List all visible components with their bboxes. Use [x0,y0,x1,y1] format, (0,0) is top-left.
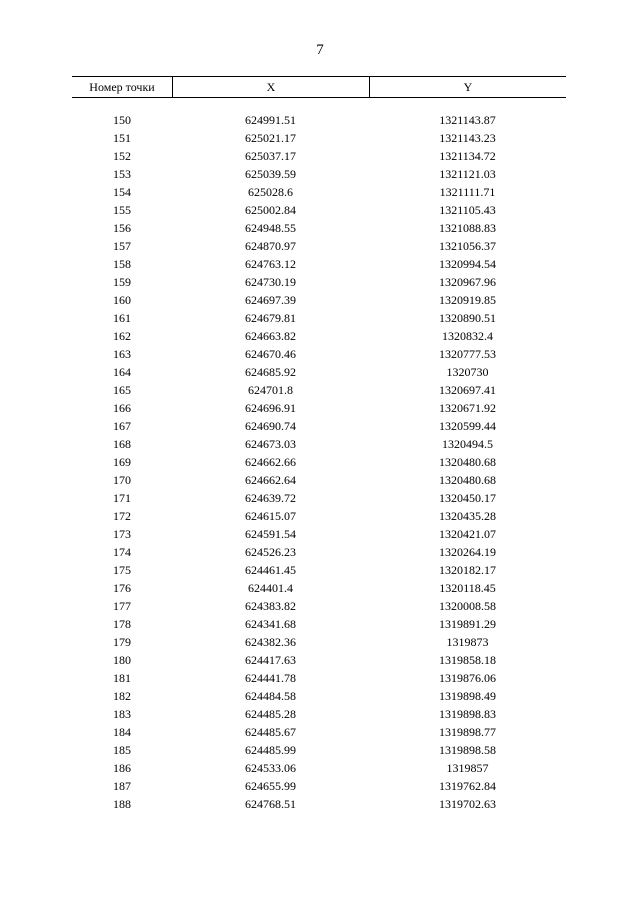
x-coordinate-cell: 624655.99 [245,779,296,793]
y-coordinate-cell: 1321143.87 [439,113,496,127]
point-number-cell: 152 [113,149,131,163]
table-row [72,471,566,489]
point-number-cell: 188 [113,797,131,811]
y-coordinate-cell: 1319898.49 [439,689,496,703]
y-coordinate-cell: 1320264.19 [439,545,496,559]
table-row [72,651,566,669]
table-row [72,327,566,345]
point-number-cell: 154 [113,185,131,199]
point-number-cell: 162 [113,329,131,343]
x-coordinate-cell: 624382.36 [245,635,296,649]
table-row [72,507,566,525]
table-body [72,111,566,813]
y-coordinate-cell: 1320599.44 [439,419,496,433]
point-number-cell: 182 [113,689,131,703]
table-row [72,435,566,453]
y-coordinate-cell: 1319873 [446,635,489,649]
table-row [72,723,566,741]
header-point-number: Номер точки [89,80,155,94]
y-coordinate-cell: 1321143.23 [439,131,496,145]
y-coordinate-cell: 1320967.96 [439,275,496,289]
point-number-cell: 179 [113,635,131,649]
point-number-cell: 153 [113,167,131,181]
x-coordinate-cell: 624763.12 [245,257,296,271]
point-number-cell: 176 [113,581,131,595]
point-number-cell: 186 [113,761,131,775]
point-number-cell: 163 [113,347,131,361]
x-coordinate-cell: 624685.92 [245,365,296,379]
y-coordinate-cell: 1319898.58 [439,743,496,757]
x-coordinate-cell: 624401.4 [248,581,293,595]
x-coordinate-cell: 624383.82 [245,599,296,613]
point-number-cell: 174 [113,545,131,559]
table-row [72,741,566,759]
table-row [72,273,566,291]
x-coordinate-cell: 624948.55 [245,221,296,235]
table-row [72,795,566,813]
x-coordinate-cell: 624484.58 [245,689,296,703]
y-coordinate-cell: 1319857 [446,761,489,775]
x-coordinate-cell: 625037.17 [245,149,296,163]
x-coordinate-cell: 624485.99 [245,743,296,757]
x-coordinate-cell: 624662.64 [245,473,296,487]
y-coordinate-cell: 1320480.68 [439,455,496,469]
point-number-cell: 185 [113,743,131,757]
table-row [72,165,566,183]
y-coordinate-cell: 1320118.45 [439,581,496,595]
x-coordinate-cell: 624485.28 [245,707,296,721]
x-coordinate-cell: 624417.63 [245,653,296,667]
x-coordinate-cell: 625039.59 [245,167,296,181]
x-coordinate-cell: 624526.23 [245,545,296,559]
y-coordinate-cell: 1320480.68 [439,473,496,487]
y-coordinate-cell: 1319702.63 [439,797,496,811]
y-coordinate-cell: 1319858.18 [439,653,496,667]
point-number-cell: 158 [113,257,131,271]
table-row [72,111,566,129]
y-coordinate-cell: 1320919.85 [439,293,496,307]
header-y: Y [369,77,566,97]
y-coordinate-cell: 1320730 [446,365,489,379]
table-row [72,147,566,165]
table-row [72,543,566,561]
point-number-cell: 151 [113,131,131,145]
y-coordinate-cell: 1320697.41 [439,383,496,397]
table-row [72,237,566,255]
table-row [72,759,566,777]
point-number-cell: 175 [113,563,131,577]
y-coordinate-cell: 1319876.06 [439,671,496,685]
x-coordinate-cell: 624690.74 [245,419,296,433]
x-coordinate-cell: 624730.19 [245,275,296,289]
y-coordinate-cell: 1320450.17 [439,491,496,505]
point-number-cell: 178 [113,617,131,631]
table-row [72,381,566,399]
point-number-cell: 157 [113,239,131,253]
table-row [72,777,566,795]
table-row [72,255,566,273]
table-row [72,129,566,147]
table-row [72,363,566,381]
x-coordinate-cell: 624485.67 [245,725,296,739]
x-coordinate-cell: 624615.07 [245,509,296,523]
point-number-cell: 171 [113,491,131,505]
y-coordinate-cell: 1321134.72 [439,149,496,163]
table-row [72,219,566,237]
point-number-cell: 170 [113,473,131,487]
y-coordinate-cell: 1320421.07 [439,527,496,541]
x-coordinate-cell: 624461.45 [245,563,296,577]
table-header [72,76,566,98]
x-coordinate-cell: 624341.68 [245,617,296,631]
table-row [72,615,566,633]
y-coordinate-cell: 1319891.29 [439,617,496,631]
x-coordinate-cell: 624663.82 [245,329,296,343]
table-row [72,201,566,219]
table-row [72,399,566,417]
y-coordinate-cell: 1320494.5 [442,437,493,451]
point-number-cell: 165 [113,383,131,397]
page-number: 7 [316,42,324,58]
point-number-cell: 180 [113,653,131,667]
x-coordinate-cell: 624591.54 [245,527,296,541]
y-coordinate-cell: 1320777.53 [439,347,496,361]
point-number-cell: 150 [113,113,131,127]
table-row [72,705,566,723]
table-row [72,417,566,435]
y-coordinate-cell: 1320890.51 [439,311,496,325]
x-coordinate-cell: 625021.17 [245,131,296,145]
point-number-cell: 166 [113,401,131,415]
y-coordinate-cell: 1321088.83 [439,221,496,235]
y-coordinate-cell: 1319898.83 [439,707,496,721]
y-coordinate-cell: 1320994.54 [439,257,496,271]
point-number-cell: 164 [113,365,131,379]
x-coordinate-cell: 624670.46 [245,347,296,361]
x-coordinate-cell: 624768.51 [245,797,296,811]
point-number-cell: 173 [113,527,131,541]
x-coordinate-cell: 624701.8 [248,383,293,397]
point-number-cell: 183 [113,707,131,721]
x-coordinate-cell: 624696.91 [245,401,296,415]
point-number-cell: 161 [113,311,131,325]
point-number-cell: 187 [113,779,131,793]
x-coordinate-cell: 624679.81 [245,311,296,325]
x-coordinate-cell: 624533.06 [245,761,296,775]
coordinates-table [72,76,566,813]
table-row [72,633,566,651]
x-coordinate-cell: 624870.97 [245,239,296,253]
table-row [72,579,566,597]
table-row [72,345,566,363]
table-row [72,489,566,507]
table-row [72,453,566,471]
y-coordinate-cell: 1320671.92 [439,401,496,415]
y-coordinate-cell: 1320008.58 [439,599,496,613]
point-number-cell: 184 [113,725,131,739]
point-number-cell: 160 [113,293,131,307]
table-row [72,291,566,309]
x-coordinate-cell: 624697.39 [245,293,296,307]
point-number-cell: 155 [113,203,131,217]
point-number-cell: 177 [113,599,131,613]
y-coordinate-cell: 1321121.03 [439,167,496,181]
header-x: X [172,77,369,97]
y-coordinate-cell: 1320182.17 [439,563,496,577]
x-coordinate-cell: 625028.6 [248,185,293,199]
table-row [72,561,566,579]
y-coordinate-cell: 1321111.71 [439,185,496,199]
point-number-cell: 181 [113,671,131,685]
point-number-cell: 167 [113,419,131,433]
table-row [72,183,566,201]
point-number-cell: 172 [113,509,131,523]
y-coordinate-cell: 1320832.4 [442,329,493,343]
x-coordinate-cell: 624662.66 [245,455,296,469]
point-number-cell: 169 [113,455,131,469]
y-coordinate-cell: 1320435.28 [439,509,496,523]
y-coordinate-cell: 1319762.84 [439,779,496,793]
x-coordinate-cell: 624991.51 [245,113,296,127]
table-row [72,309,566,327]
point-number-cell: 168 [113,437,131,451]
table-row [72,525,566,543]
x-coordinate-cell: 624441.78 [245,671,296,685]
x-coordinate-cell: 624673.03 [245,437,296,451]
table-row [72,687,566,705]
x-coordinate-cell: 624639.72 [245,491,296,505]
point-number-cell: 159 [113,275,131,289]
table-row [72,669,566,687]
table-row [72,597,566,615]
y-coordinate-cell: 1321105.43 [439,203,496,217]
y-coordinate-cell: 1319898.77 [439,725,496,739]
point-number-cell: 156 [113,221,131,235]
x-coordinate-cell: 625002.84 [245,203,296,217]
y-coordinate-cell: 1321056.37 [439,239,496,253]
